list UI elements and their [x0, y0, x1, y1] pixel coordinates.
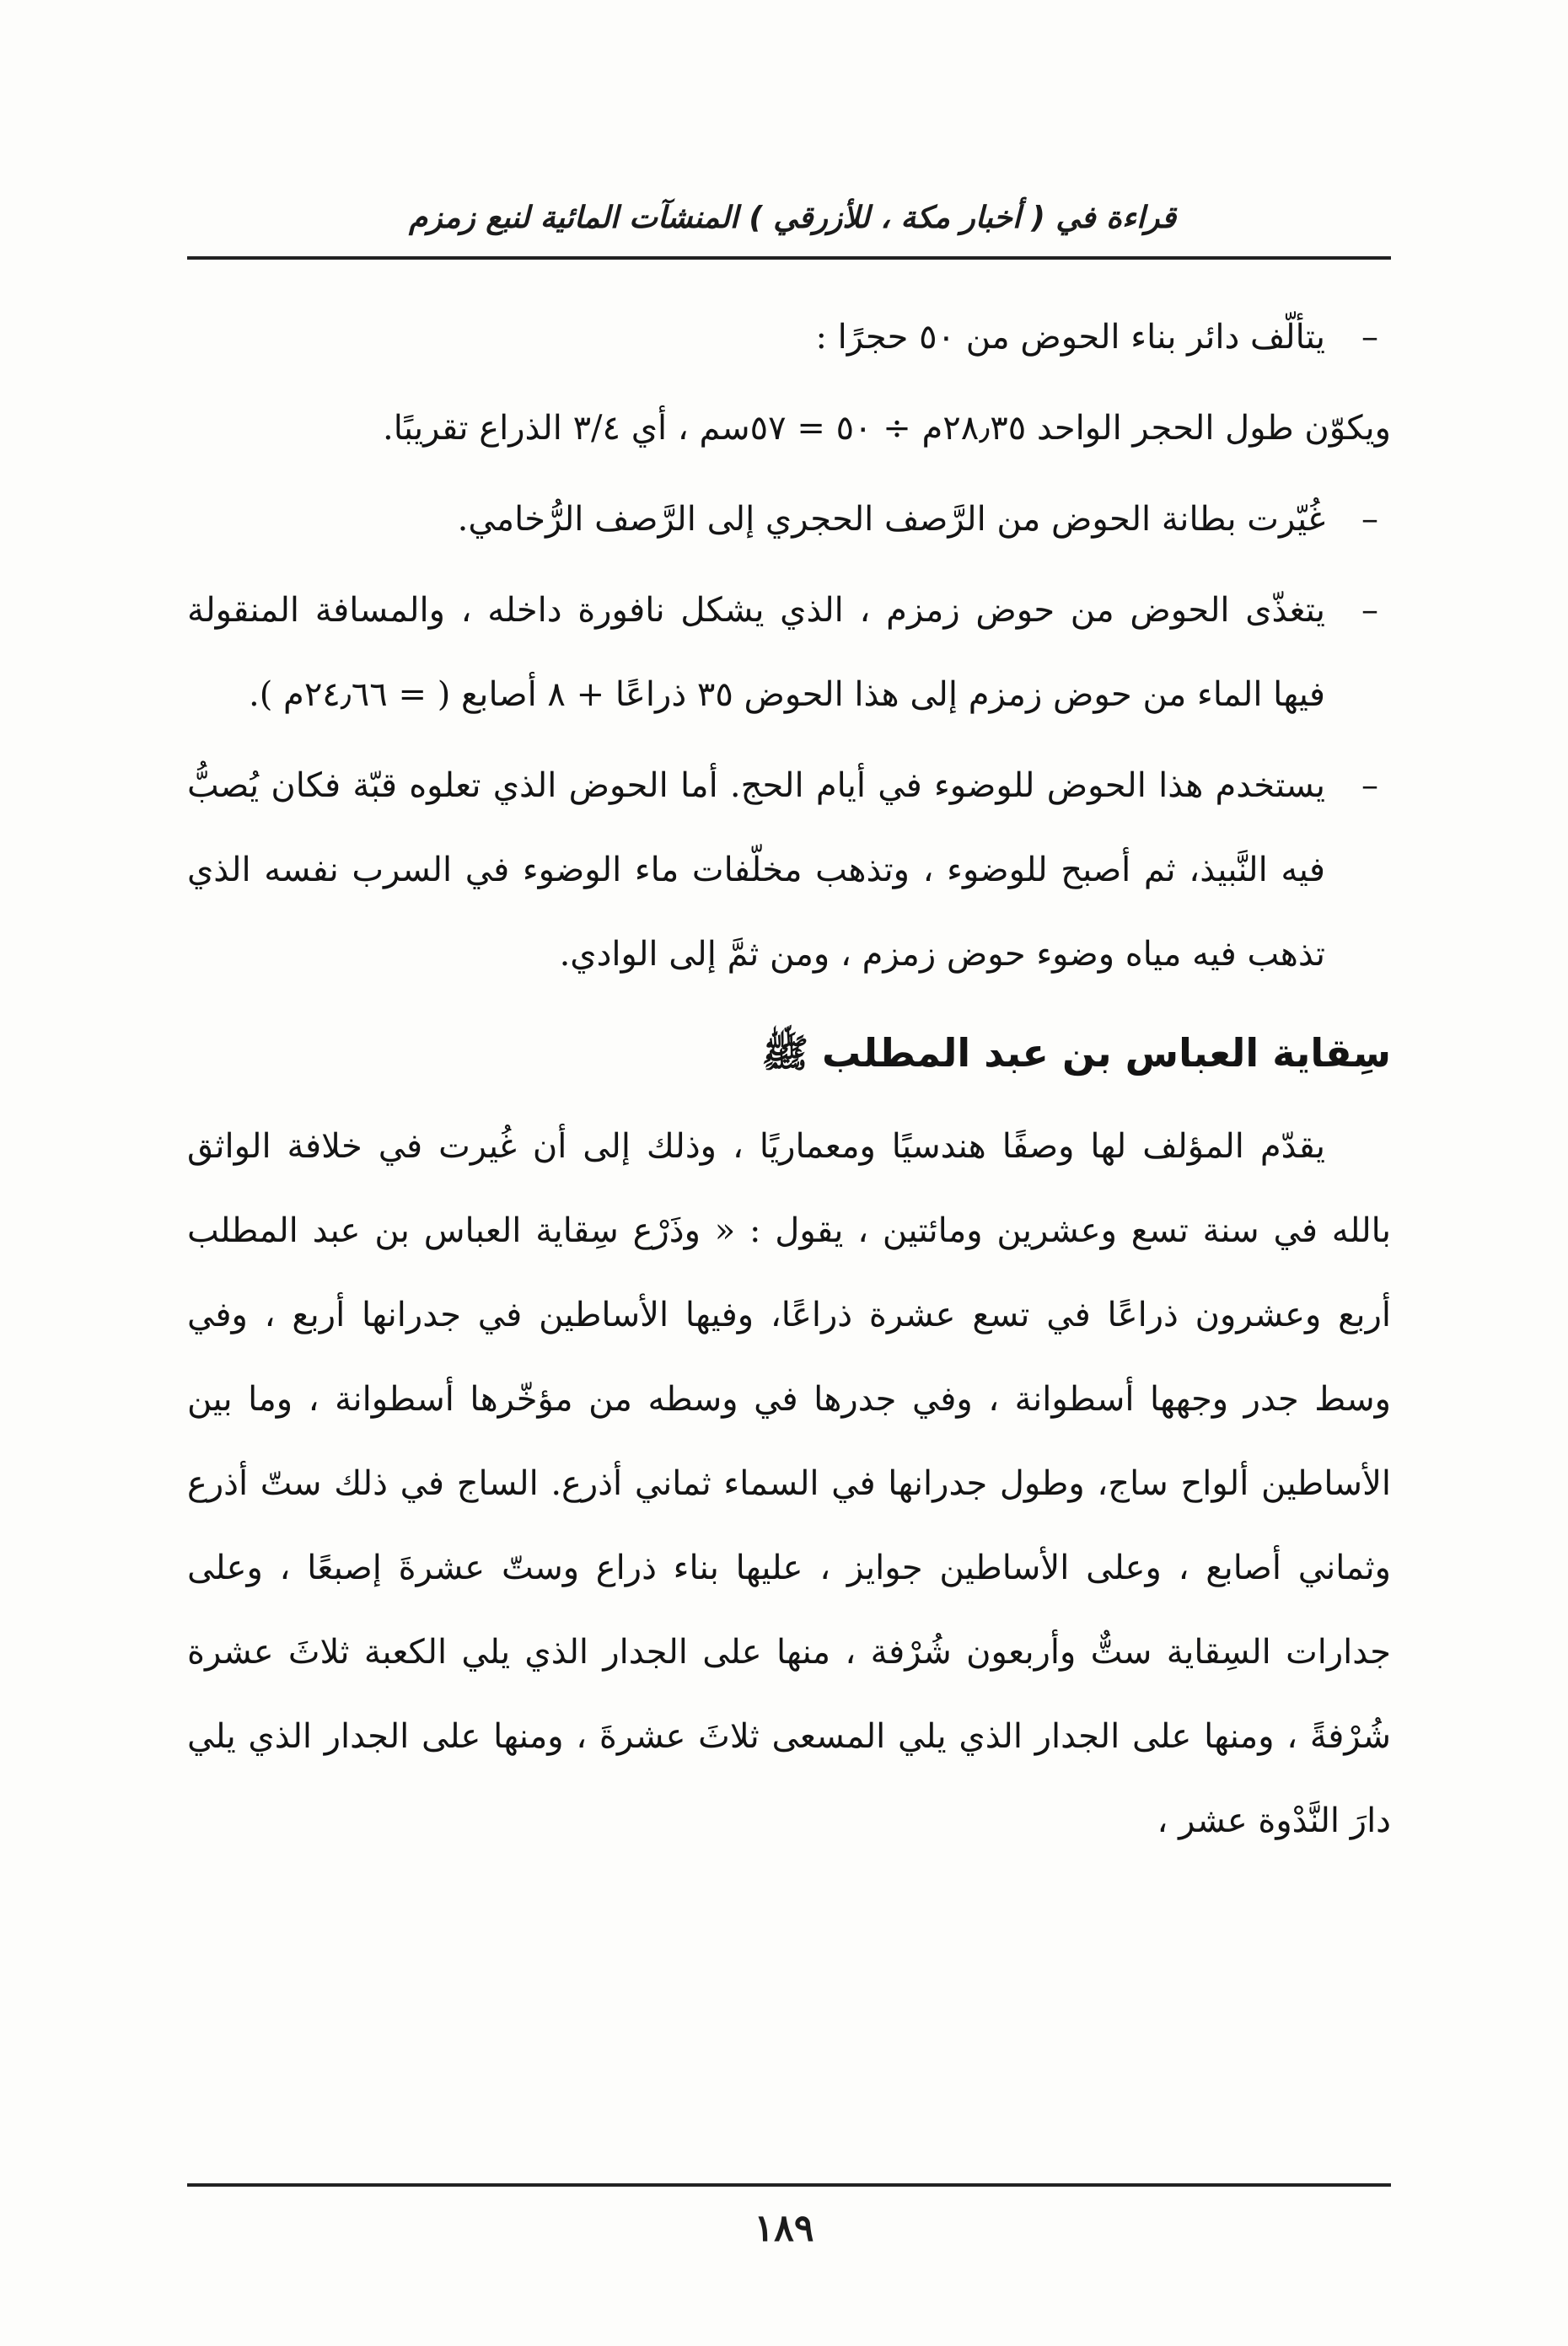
section-paragraph: يقدّم المؤلف لها وصفًا هندسيًا ومعماريًا ، وذلك إلى أن غُيرت في خلافة الواثق بالله في سنة تسع وعشرين ومائتين ، يقول : « وذَرْع سِقاية العباس بن عبد المطلب أربع وعشرون ذراعًا في تسع عشرة ذراعًا، وفيها الأساطين في جدرانها أربع ، وفي وسط جدر وجهها أسطوانة ، وفي جدرها في وسطه من مؤخّرها أسطوانة ، وما بين الأساطين ألواح ساج، وطول جدرانها في السماء ثماني أذرع. الساج في ذلك ستّ أذرع وثماني أصابع ، وعلى الأساطين جوايز ، عليها بناء ذراع وستّ عشرةَ إصبعًا ، وعلى جدارات السِقاية ستٌّ وأربعون شُرْفة ، منها على الجدار الذي يلي الكعبة ثلاثَ عشرة شُرْفةً ، ومنها على الجدار الذي يلي المسعى ثلاثَ عشرةَ ، ومنها على الجدار الذي يلي دارَ النَّدْوة عشر ،	[187, 1127, 1392, 1840]
bullet-dash: –	[1361, 500, 1378, 539]
section-heading: سِقاية العباس بن عبد المطلب ﷺ	[761, 1030, 1391, 1076]
bullet-item	[187, 568, 1391, 737]
bullet-dash: –	[1361, 766, 1378, 805]
bullet-continuation: ويكوّن طول الحجر الواحد ٢٨٫٣٥م ÷ ٥٠ = ٥٧سم ، أي ٣/٤ الذراع تقريبًا.	[382, 409, 1391, 448]
bullet-item	[187, 477, 1391, 561]
bullet-text: يتغذّى الحوض من حوض زمزم ، الذي يشكل نافورة داخله ، والمسافة المنقولة فيها الماء من حوض زمزم إلى هذا الحوض ٣٥ ذراعًا + ٨ أصابع ( = ٢٤٫٦٦م ).	[187, 591, 1325, 714]
bullet-line: يتألّف دائر بناء الحوض من ٥٠ حجرًا :	[815, 318, 1325, 357]
bullet-dash: –	[1361, 318, 1378, 357]
bullet-text: غُيّرت بطانة الحوض من الرَّصف الحجري إلى الرَّصف الرُّخامي.	[457, 500, 1325, 539]
bullet-dash: –	[1361, 591, 1378, 630]
page-number: ١٨٩	[754, 2207, 814, 2250]
header-divider	[187, 256, 1391, 260]
footer-divider	[187, 2183, 1391, 2187]
bullet-item	[187, 295, 1391, 379]
page-body	[187, 295, 1391, 1870]
running-header: قراءة في ( أخبار مكة ، للأزرقي ) المنشآت المائية لنبع زمزم	[408, 201, 1177, 235]
bullet-item	[187, 744, 1391, 996]
bullet-text: يستخدم هذا الحوض للوضوء في أيام الحج. أما الحوض الذي تعلوه قبّة فكان يُصبُّ فيه النَّبيذ، ثم أصبح للوضوء ، وتذهب مخلّفات ماء الوضوء في السرب نفسه الذي تذهب فيه مياه وضوء حوض زمزم ، ومن ثمَّ إلى الوادي.	[187, 766, 1325, 974]
